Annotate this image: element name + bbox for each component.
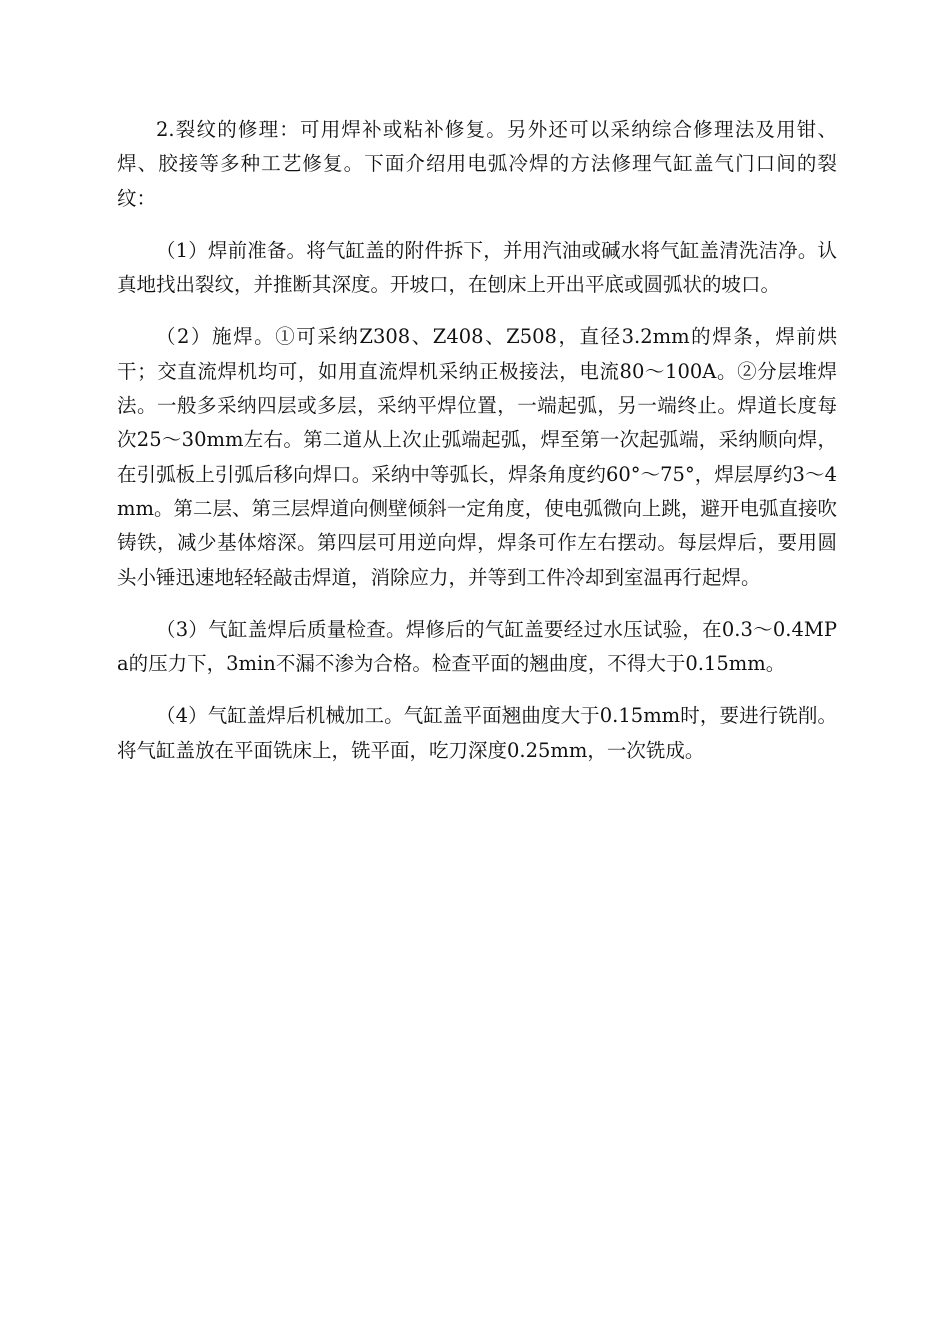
document-body (117, 113, 837, 786)
paragraph-welding-procedure: （2）施焊。①可采纳Z308、Z408、Z508，直径3.2mm的焊条，焊前烘干；交直流焊机均可，如用直流焊机采纳正极接法，电流80～100A。②分层堆焊法。一般多采纳四层或多层，采纳平焊位置，一端起弧，另一端终止。焊道长度每次25～30mm左右。第二道从上次止弧端起弧，焊至第一次起弧端，采纳顺向焊，在引弧板上引弧后移向焊口。采纳中等弧长，焊条角度约60°～75°，焊层厚约3～4mm。第二层、第三层焊道向侧壁倾斜一定角度，使电弧微向上跳，避开电弧直接吹铸铁，减少基体熔深。第四层可用逆向焊，焊条可作左右摆动。每层焊后，要用圆头小锤迅速地轻轻敲击焊道，消除应力，并等到工件冷却到室温再行起焊。 (117, 325, 837, 589)
paragraph-quality-inspection: （3）气缸盖焊后质量检查。焊修后的气缸盖要经过水压试验，在0.3～0.4MPa的压力下，3min不漏不渗为合格。检查平面的翘曲度，不得大于0.15mm。 (117, 617, 837, 676)
paragraph-pre-weld-preparation: （1）焊前准备。将气缸盖的附件拆下，并用汽油或碱水将气缸盖清洗洁净。认真地找出裂纹，并推断其深度。开坡口，在刨床上开出平底或圆弧状的坡口。 (117, 238, 837, 297)
paragraph-crack-repair-intro: 2.裂纹的修理：可用焊补或粘补修复。另外还可以采纳综合修理法及用钳、焊、胶接等多种工艺修复。下面介绍用电弧冷焊的方法修理气缸盖气门口间的裂纹： (117, 118, 837, 210)
paragraph-post-weld-machining: （4）气缸盖焊后机械加工。气缸盖平面翘曲度大于0.15mm时，要进行铣削。将气缸盖放在平面铣床上，铣平面，吃刀深度0.25mm，一次铣成。 (117, 704, 837, 762)
